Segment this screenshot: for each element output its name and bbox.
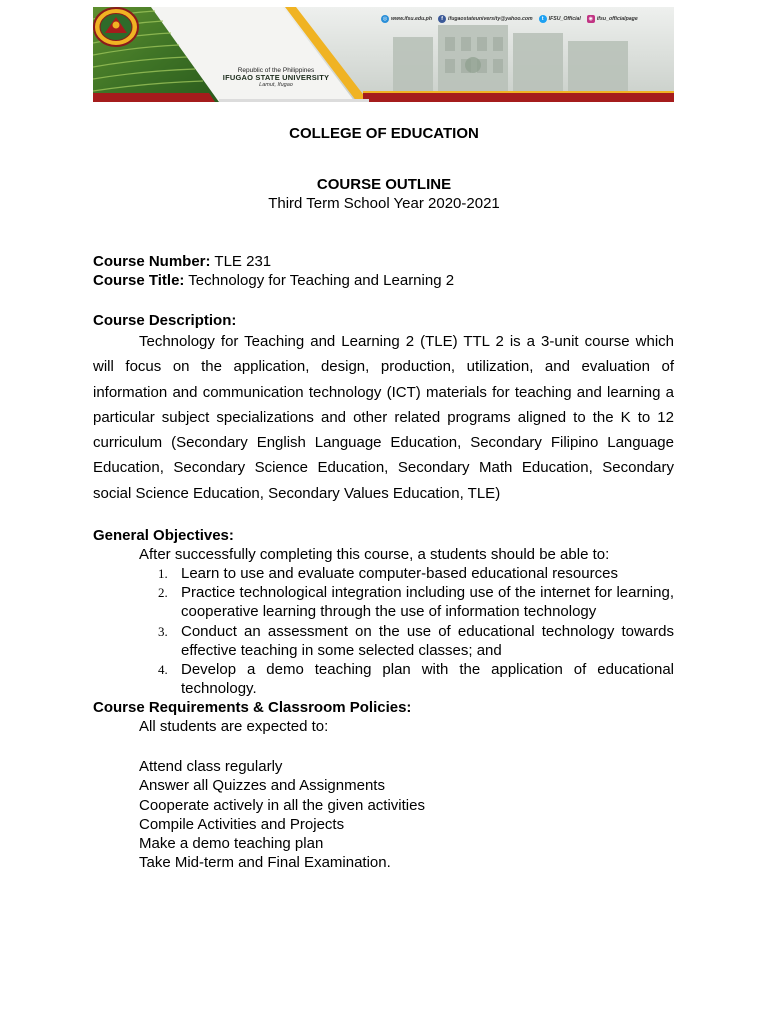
contact-bar [381,15,638,23]
contact-twitter[interactable]: t IFSU_Official [539,15,581,23]
twitter-icon: t [539,15,547,23]
requirements-list [139,757,425,873]
republic-label: Republic of the Philippines [237,67,315,74]
college-heading: COLLEGE OF EDUCATION [289,125,479,142]
list-item: Make a demo teaching plan [139,835,324,853]
university-seal-logo [93,7,139,47]
description-paragraph [93,329,674,506]
course-title-line [93,272,454,289]
description-heading: Course Description: [93,312,237,329]
objectives-heading: General Objectives: [93,527,234,544]
university-name-block [211,67,341,88]
header-banner [93,7,674,102]
course-title-value: Technology for Teaching and Learning 2 [184,272,455,289]
list-item: Cooperate actively in all the given activities [139,796,425,814]
web-icon: ◎ [382,16,388,22]
contact-facebook[interactable]: f ifugaostateuniversity@yahoo.com [438,15,533,23]
course-title-label: Course Title: [93,272,185,289]
course-number-line [93,253,271,270]
course-number-label: Course Number: [93,253,211,270]
list-item: Take Mid-term and Final Examination. [139,854,391,872]
objectives-intro: After successfully completing this course, a students should be able to: [139,546,610,563]
description-text: Technology for Teaching and Learning 2 (TLE) TTL 2 is a 3-unit course which will focus on the application, design, production, utilization, and evaluation of information and communication technology (ICT) materials for teaching and learning a particular subject specializations and other related programs aligned to the K to 12 curriculum (Secondary English Language Education, Secondary Filipino Language Education, Secondary Science Education, Secondary Math Education, Secondary social Science Education, Secondary Values Education, TLE) [93,333,674,502]
requirements-heading: Course Requirements & Classroom Policies: [93,699,412,716]
list-item: Attend class regularly [139,758,283,775]
contact-website[interactable]: ◎ www.ifsu.edu.ph [382,16,433,22]
list-item: Compile Activities and Projects [139,815,345,833]
university-name: IFUGAO STATE UNIVERSITY [222,73,330,83]
list-item: 1. Learn to use and evaluate computer-based educational resources [158,565,618,582]
course-number-value: TLE 231 [210,253,272,270]
outline-title: COURSE OUTLINE [316,176,452,193]
list-item: 3. Conduct an assessment on the use of educational technology towards effective teaching in some selected classes; and [158,622,674,659]
university-location: Lamut, Ifugao [259,82,293,89]
instagram-icon: ◉ [588,16,594,22]
facebook-icon: f [438,15,446,23]
requirements-intro: All students are expected to: [139,718,329,735]
list-item: 4. Develop a demo teaching plan with the application of educational technology. [158,661,674,698]
list-item: 2. Practice technological integration including use of the internet for learning, cooperative learning through the use of information technology [158,584,674,621]
list-item: Answer all Quizzes and Assignments [139,777,385,795]
contact-instagram[interactable]: ◉ ifsu_officialpage [588,16,638,22]
objectives-list [139,564,674,698]
term-label: Third Term School Year 2020-2021 [268,195,500,212]
